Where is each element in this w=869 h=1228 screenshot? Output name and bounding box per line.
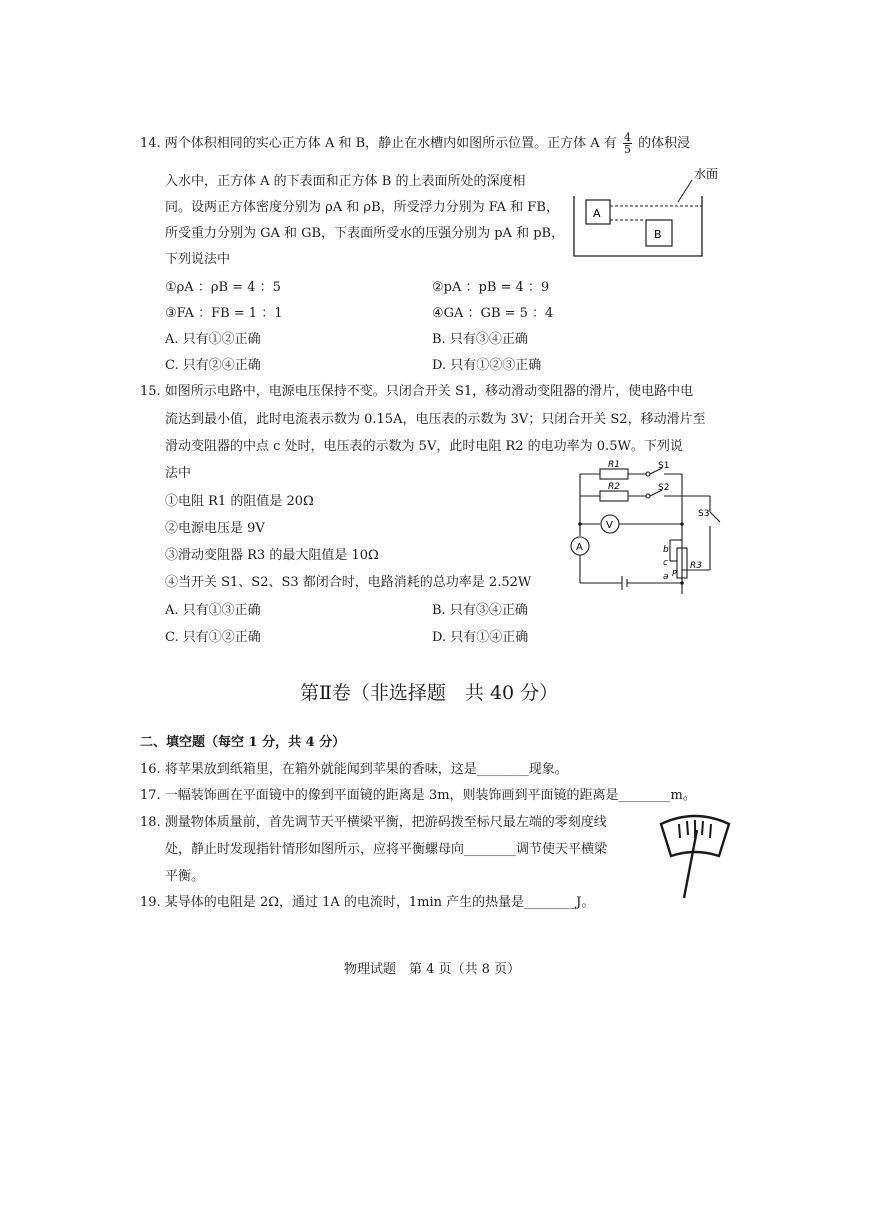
label-s2: S2 — [658, 483, 670, 493]
q15-option-c: C. 只有①②正确 — [165, 630, 261, 645]
label-ammeter: A — [576, 542, 583, 553]
q14-option-c: C. 只有②④正确 — [165, 358, 261, 373]
q18-line3: 平衡。 — [165, 869, 205, 884]
label-r1: R1 — [608, 460, 620, 470]
q14-statement-1: ①ρA ：ρB = 4 ：5 — [165, 280, 281, 295]
q14-line4: 所受重力分别为 GA 和 GB，下表面所受水的压强分别为 pA 和 pB， — [165, 226, 565, 241]
label-b: b — [663, 545, 669, 555]
q15-line4: 法中 — [165, 466, 192, 481]
label-s3: S3 — [698, 509, 710, 519]
water-label-leader — [678, 180, 692, 202]
q15-option-d: D. 只有①④正确 — [432, 630, 529, 645]
q14-water-tank-figure — [570, 160, 730, 260]
q15-line3: 滑动变阻器的中点 c 处时，电压表的示数为 5V，此时电阻 R2 的电功率为 0.5W。下列说 — [165, 439, 683, 454]
q15-statement-3: ③滑动变阻器 R3 的最大阻值是 10Ω — [165, 548, 379, 563]
switch-s1-contact — [646, 472, 650, 476]
q17-text: 17. 一幅装饰画在平面镜中的像到平面镜的距离是 3m，则装饰画到平面镜的距离是________m。 — [140, 788, 696, 803]
q14-line1 — [140, 132, 690, 155]
q14-statement-4: ④GA ：GB = 5 ：4 — [432, 306, 554, 321]
q15-line1: 15. 如图所示电路中，电源电压保持不变。只闭合开关 S1，移动滑动变阻器的滑片，使电路中电 — [140, 384, 694, 399]
q14-line2: 入水中，正方体 A 的下表面和正方体 B 的上表面所处的深度相 — [165, 174, 526, 189]
cube-b-label: B — [654, 228, 662, 241]
q14-option-b: B. 只有③④正确 — [432, 332, 528, 347]
q15-option-a: A. 只有①③正确 — [165, 603, 261, 618]
q15-circuit-figure — [570, 460, 730, 595]
q14-option-d: D. 只有①②③正确 — [432, 358, 542, 373]
junction-dot — [578, 522, 582, 526]
q19-text: 19. 某导体的电阻是 2Ω，通过 1A 的电流时，1min 产生的热量是________J。 — [140, 895, 595, 910]
label-p: P — [672, 569, 677, 578]
cube-a-label: A — [593, 207, 601, 220]
q18-line2: 处，静止时发现指针情形如图所示，应将平衡螺母向________调节使天平横梁 — [165, 842, 608, 857]
page-footer: 物理试题 第 4 页（共 8 页） — [344, 962, 521, 977]
q15-statement-1: ①电阻 R1 的阻值是 20Ω — [165, 494, 314, 509]
junction-dot — [680, 581, 684, 585]
label-a: a — [663, 572, 669, 582]
q18-line1: 18. 测量物体质量前，首先调节天平横梁平衡，把游码拨至标尺最左端的零刻度线 — [140, 815, 607, 830]
resistor-r1 — [600, 469, 628, 479]
q15-line2: 流达到最小值，此时电流表示数为 0.15A，电压表的示数为 3V；只闭合开关 S2，移动滑片至 — [165, 412, 706, 427]
resistor-r2 — [600, 491, 628, 501]
q15-option-b: B. 只有③④正确 — [432, 603, 528, 618]
fill-blank-heading: 二、填空题（每空 1 分，共 4 分） — [140, 735, 346, 750]
q16-text: 16. 将苹果放到纸箱里，在箱外就能闻到苹果的香味，这是________现象。 — [140, 762, 568, 777]
balance-pointer-needle — [684, 830, 697, 898]
q14-statement-3: ③FA ：FB = 1 ：1 — [165, 306, 283, 321]
q14-frac-num: 4 — [623, 131, 631, 144]
switch-s3 — [710, 512, 720, 522]
q14-statement-2: ②pA ：pB = 4 ：9 — [432, 280, 550, 295]
q14-line3: 同。设两正方体密度分别为 ρA 和 ρB，所受浮力分别为 FA 和 FB， — [165, 200, 559, 215]
q15-statement-4: ④当开关 S1、S2、S3 都闭合时，电路消耗的总功率是 2.52W — [165, 575, 532, 590]
q15-statement-2: ②电源电压是 9V — [165, 521, 265, 536]
q14-line5: 下列说法中 — [165, 252, 231, 267]
q14-line1a: 14. 两个体积相同的实心正方体 A 和 B，静止在水槽内如图所示位置。正方体 A 有 — [140, 136, 617, 151]
label-c: c — [663, 558, 668, 568]
label-voltmeter: V — [606, 520, 613, 531]
label-s1: S1 — [658, 461, 670, 471]
q14-line1b: 的体积浸 — [638, 136, 691, 151]
balance-pointer-figure — [655, 810, 735, 906]
label-r2: R2 — [608, 482, 620, 492]
q14-frac-den: 5 — [623, 143, 631, 156]
junction-dot — [680, 522, 684, 526]
q14-option-a: A. 只有①②正确 — [165, 332, 261, 347]
section-2-title: 第Ⅱ卷（非选择题 共 40 分） — [300, 682, 559, 704]
q14-fraction — [623, 132, 632, 155]
label-r3: R3 — [690, 561, 702, 571]
water-surface-label: 水面 — [694, 167, 719, 181]
switch-s2-contact — [646, 494, 650, 498]
